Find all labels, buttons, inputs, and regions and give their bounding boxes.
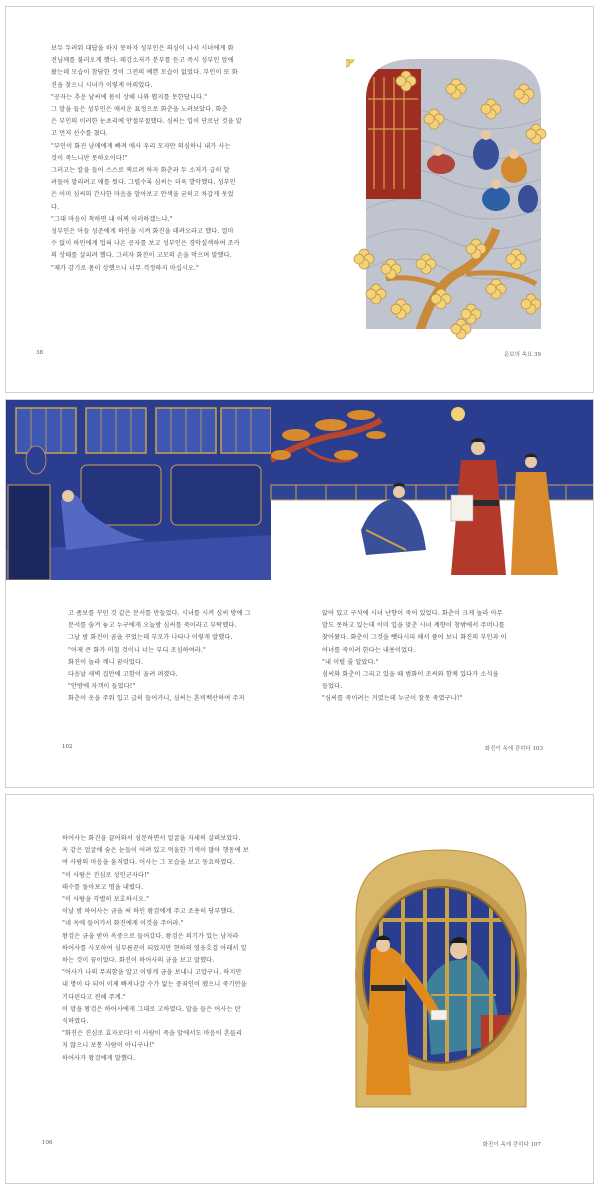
text-line: 그러고는 칼을 들어 스스로 찌르려 하자 화춘과 두 소저가 급히 달: [51, 167, 230, 175]
text-line: 의 상태를 살피려 했다. 그러자 화진이 고모의 손을 막으며 말했다.: [51, 252, 232, 260]
illustration-prison-window: [331, 845, 553, 1127]
text-line: 하어사를 사모하여 심부름꾼이 되었지만 현하의 영웅호걸 아래서 일: [62, 944, 247, 952]
text-line: 전님께를 불러오게 했다. 태강소저가 분부를 듣고 즉시 성부인 앞에: [51, 57, 234, 65]
left-page-text: [51, 43, 286, 275]
text-line: 앉아 있고 구석에 시녀 난향이 죽어 있었다. 화춘이 크게 놀라 아무: [322, 610, 503, 617]
text-line: "이 사람은 진심로 성인군자다!": [62, 871, 150, 879]
text-line: 여 사람의 마음을 움직였다. 어사는 그 모습을 보고 동요하였다.: [62, 859, 235, 867]
text-line: 왕검은 금을 받아 옥중으로 들어갔다. 왕검은 의기가 있는 남자라: [62, 932, 239, 940]
text-line: 지 않으니 보통 사람이 아니구나!": [62, 1042, 155, 1050]
text-line: 심씨와 화춘이 그리고 있을 때 범화이 조씨와 함께 있다가 소식을: [322, 671, 499, 679]
text-line: 수 없이 하인에게 업혀 나온 공자를 보고 성부인은 경악실색하여 조카: [51, 240, 240, 248]
text-line: "그대 마음이 착하면 내 어찌 이러하겠느냐.": [51, 215, 173, 223]
text-line: 문서를 숨겨 놓고 누구에게 오늘밤 심씨를 죽이라고 부탁했다.: [68, 622, 237, 630]
text-line: 하는 것이 꿈이었다. 화진이 하어사의 금을 보고 말했다.: [62, 957, 215, 965]
text-line: 그날 밤 화진이 곰을 꾸었는데 부모가 나타나 이렇게 말했다.: [68, 634, 233, 642]
text-line: 다.: [51, 203, 60, 211]
text-line: 식하였다.: [62, 1018, 89, 1026]
text-line: "네 옥에 들어가서 화진에게 이것을 주어라.": [62, 920, 184, 928]
text-line: 것이 죽느니만 못하오이다!": [51, 154, 128, 162]
text-line: 화춘이 옷을 주워 입고 급히 들어가니, 심씨는 혼비백산하여 주저: [68, 695, 245, 703]
left-page-text: [62, 833, 302, 1065]
right-page-text: [322, 608, 567, 706]
text-line: "부인이 화진 남매에게 빠져 애사 우리 모자만 의심하니 내가 사는: [51, 142, 231, 150]
illustration-night-hall: [6, 400, 594, 580]
page-footer-right: 운보의 속요 39: [503, 352, 541, 358]
text-line: 성부인은 아들 성준에게 하인을 시켜 화진을 데려오라고 했다. 얼마: [51, 228, 234, 236]
text-line: "이 사람을 각별히 보호하시오.": [62, 896, 150, 904]
page-number-left: 102: [62, 744, 73, 750]
text-line: "화진은 진심로 효자로다! 이 사람이 죽을 앞에서도 마음이 흔들리: [62, 1030, 243, 1038]
text-line: 하어사는 화진을 끌어와서 심문하면서 얼굴을 자세히 살펴보았다.: [62, 835, 241, 842]
book-spread-2: [5, 399, 594, 788]
left-page-text: [68, 608, 303, 706]
text-line: "내 이럴 줄 알았다.": [322, 658, 379, 666]
text-line: 고 좀보를 꾸민 것 같은 문서를 만들었다. 시녀를 시켜 심씨 방에 그: [68, 610, 251, 617]
text-line: 진을 찾으니 시녀가 이렇게 아뢰었다.: [51, 81, 153, 89]
text-line: 그 말을 들은 성부인은 애서운 표정으로 화춘을 노려보았다. 화춘: [51, 106, 228, 114]
book-spread-3: [5, 794, 594, 1184]
page-footer-right: 화진이 옥에 갇히다 103: [484, 746, 543, 752]
text-line: "공자는 추운 날씨에 몸이 상해 나와 뵙지를 못한답니다.": [51, 93, 208, 101]
text-line: 말도 못하고 있는데 이미 입을 맞춘 시녀 계향이 창밖에서 주머니를: [322, 622, 505, 630]
text-line: 고 먼저 선수를 쳤다.: [51, 130, 108, 138]
page-footer-right: 화진이 옥에 갇히다 107: [482, 1142, 541, 1148]
text-line: 화진이 놀라 깨니 꿈이었다.: [68, 658, 144, 666]
text-line: 하어사가 왕검에게 말했다.: [62, 1054, 136, 1062]
text-line: 이 말을 왕검은 하어사에게 그대로 고하였다. 말을 들은 어사는 탄: [62, 1005, 241, 1013]
text-line: "심씨를 죽이려는 거였는데 누군이 잘못 죽였구나!": [322, 695, 463, 703]
text-line: 들었다.: [322, 683, 343, 691]
page-number-left: 38: [36, 350, 43, 356]
text-line: "제가 감기로 몸이 상했으니 너무 걱정하지 마십시오.": [51, 264, 199, 272]
text-line: 태수를 돌아보고 명을 내렸다.: [62, 883, 144, 891]
text-line: 보두 두려워 대답을 하지 못하자 성부인은 의심이 나서 시녀에게 화: [51, 45, 234, 52]
text-line: "어제 큰 화가 미칠 것이니 너는 부디 조심하여라.": [68, 646, 206, 654]
text-line: 이날 밤 하어사는 금을 써 하인 왕검에게 주고 조용히 당부했다.: [62, 908, 235, 916]
book-spread-1: [5, 6, 594, 393]
text-line: 기다린다고 전해 주게.": [62, 993, 126, 1001]
text-line: 왔는데 모습이 참담한 것이 그전의 예쁜 모습이 없었다. 부인이 또 화: [51, 69, 238, 77]
page-number-left: 106: [42, 1140, 53, 1146]
text-line: "어사가 나의 무죄함을 알고 이렇게 금을 보내니 고맙구나. 하지만: [62, 969, 242, 977]
text-line: "안방에 자객이 들었다!": [68, 683, 136, 691]
text-line: 려들어 말리려고 애를 썼다. 그럴수록 심씨는 더욱 발악했다. 성부인: [51, 179, 236, 187]
text-line: 다음날 새벽 집안에 고함이 울려 퍼졌다.: [68, 671, 178, 679]
text-line: 옥 같은 얼굴에 숨은 눈들이 어려 있고 억울한 기색이 많아 행동에 보: [62, 847, 249, 855]
text-line: 은 이미 심씨의 간사한 마음을 알아보고 안색을 굳히고 차갑게 웃었: [51, 191, 234, 199]
text-line: 은 부인의 이러한 눈초리에 안절부절했다. 심씨는 입이 단로난 것을 알: [51, 118, 242, 126]
text-line: 어녀를 죽이려 한다는 내용이었다.: [322, 646, 416, 654]
text-line: 내 명이 다 되어 이제 빠져나갈 수가 없는 중죄인이 됐으니 죽기만을: [62, 981, 247, 989]
text-line: 찾아왔다. 화춘이 그것을 뺏다시피 해서 풀어 보니 화진의 부인과 이: [322, 634, 507, 642]
illustration-courtyard-blossoms: [346, 59, 551, 344]
